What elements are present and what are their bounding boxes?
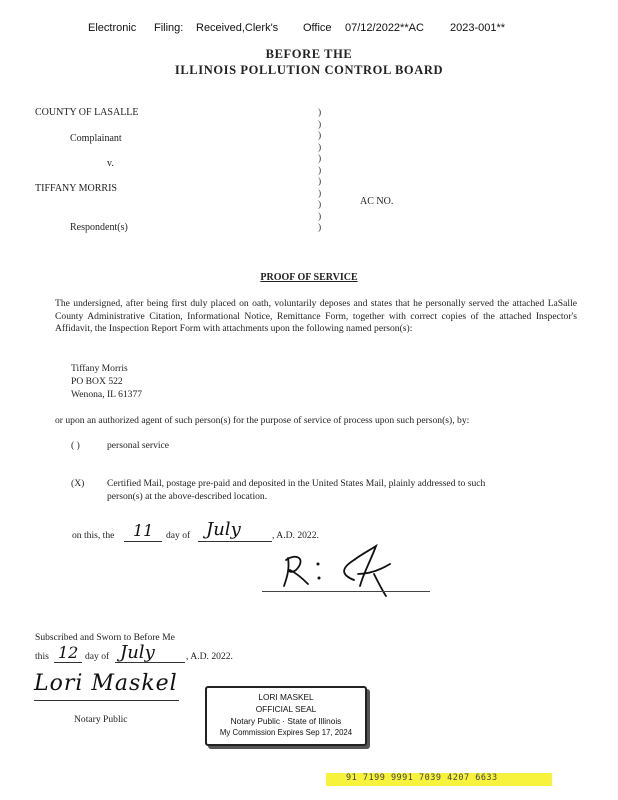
dated-day-of: day of bbox=[166, 530, 191, 541]
complainant-name: COUNTY OF LASALLE bbox=[35, 107, 139, 118]
seal-name: LORI MASKEL bbox=[258, 692, 314, 702]
notary-public-label: Notary Public bbox=[74, 714, 128, 725]
certified-mail-mark: (X) bbox=[71, 478, 85, 489]
dated-day-blank bbox=[124, 541, 162, 542]
filing-header-filing: Filing: bbox=[154, 22, 184, 34]
certified-mail-line-1: Certified Mail, postage pre-paid and deposited in the United States Mail, plainly addressed to such bbox=[107, 478, 486, 489]
seal-title: OFFICIAL SEAL bbox=[255, 704, 317, 714]
sworn-day-handwritten: 12 bbox=[58, 643, 79, 662]
tracking-number: 91 7199 9991 7039 4207 6633 bbox=[346, 773, 498, 783]
address-name: Tiffany Morris bbox=[71, 363, 128, 374]
seal-state-line: Notary Public · State of Illinois bbox=[230, 716, 342, 726]
personal-service-label: personal service bbox=[107, 440, 170, 451]
seal-commission-line: My Commission Expires Sep 17, 2024 bbox=[219, 728, 353, 737]
personal-service-mark: ( ) bbox=[71, 440, 80, 451]
document-page: Electronic Filing: Received,Clerk's Office 07/12/2022**AC 2023-001** BEFORE THE ILLINOIS POLLUTION CONTROL BOARD COUNTY OF LASALLE Complainant v. TIFFANY MORRIS Respondent(s) AC NO. ) ) ) ) ) ) ) ) ) ) ) PROOF OF SERVICE The undersigned, after being first duly placed on oath, voluntarily deposes and states that he personally served the attached LaSalle County Administrative Citation, Informational Notice, Remittance Form, together with correct copies of the attached Inspector's Affidavit, the Inspection Report Form with attachments upon the following named person(s): Tiffany Morris PO BOX 522 Wenona, IL 61377 or upon an authorized agent of such person(s) for the purpose of service of process upon such person(s), by: ( ) personal service (X) Certified Mail, postage pre-paid and deposited in the United States Mail, plainly addressed to such person(s) at the above-described location. on this, the 11 day of July , A.D. 2022. Subscribed and Sworn to Before Me this 12 day of July , A.D. 2022. Lori Maskel Notary Public LORI MASKEL OFFICIAL SEAL Notary Public · State of Illinois My Commission Expires Sep 17, 2024 91 7199 9991 7039 4207 6633 bbox=[0, 0, 618, 800]
server-signature-line bbox=[262, 591, 430, 592]
address-line-1: PO BOX 522 bbox=[71, 376, 123, 387]
sworn-suffix: , A.D. 2022. bbox=[186, 651, 233, 662]
sworn-day-blank bbox=[54, 662, 82, 663]
filing-header-case: 2023-001** bbox=[450, 22, 506, 34]
agent-line: or upon an authorized agent of such person(s) for the purpose of service of process upon such person(s), by: bbox=[55, 415, 470, 426]
ac-number-label: AC NO. bbox=[360, 196, 394, 207]
notary-seal-stamp bbox=[205, 686, 367, 746]
respondent-name: TIFFANY MORRIS bbox=[35, 183, 117, 194]
certified-mail-line-2: person(s) at the above-described location. bbox=[107, 491, 268, 502]
dated-month-handwritten: July bbox=[206, 519, 241, 540]
filing-header-received: Received,Clerk's bbox=[196, 22, 279, 34]
title-line-2: ILLINOIS POLLUTION CONTROL BOARD bbox=[174, 63, 444, 77]
address-line-2: Wenona, IL 61377 bbox=[71, 389, 143, 400]
notary-signature: Lori Maskel bbox=[34, 671, 178, 696]
sworn-heading: Subscribed and Sworn to Before Me bbox=[35, 632, 175, 643]
filing-header-office: Office bbox=[303, 22, 332, 34]
dated-day-handwritten: 11 bbox=[133, 521, 154, 540]
body-paragraph: The undersigned, after being first duly placed on oath, voluntarily deposes and states that he personally served the attached LaSalle County Administrative Citation, Informational Notice, Remittance Form, together with correct copies of the attached Inspector's Affidavit, the Inspection Report Form with attachments upon the following named person(s): bbox=[55, 298, 577, 335]
sworn-month-handwritten: July bbox=[120, 642, 155, 663]
filing-header-date: 07/12/2022**AC bbox=[345, 22, 424, 34]
proof-of-service-heading: PROOF OF SERVICE bbox=[260, 272, 358, 283]
versus-label: v. bbox=[107, 158, 114, 169]
respondent-role: Respondent(s) bbox=[70, 222, 128, 233]
dated-prefix: on this, the bbox=[72, 530, 115, 541]
filing-header-electronic: Electronic bbox=[88, 22, 137, 34]
dated-suffix: , A.D. 2022. bbox=[272, 530, 319, 541]
notary-signature-line bbox=[34, 700, 179, 701]
title-line-1: BEFORE THE bbox=[265, 47, 353, 61]
sworn-prefix: this bbox=[35, 651, 49, 662]
sworn-day-of: day of bbox=[85, 651, 110, 662]
complainant-role: Complainant bbox=[70, 133, 122, 144]
